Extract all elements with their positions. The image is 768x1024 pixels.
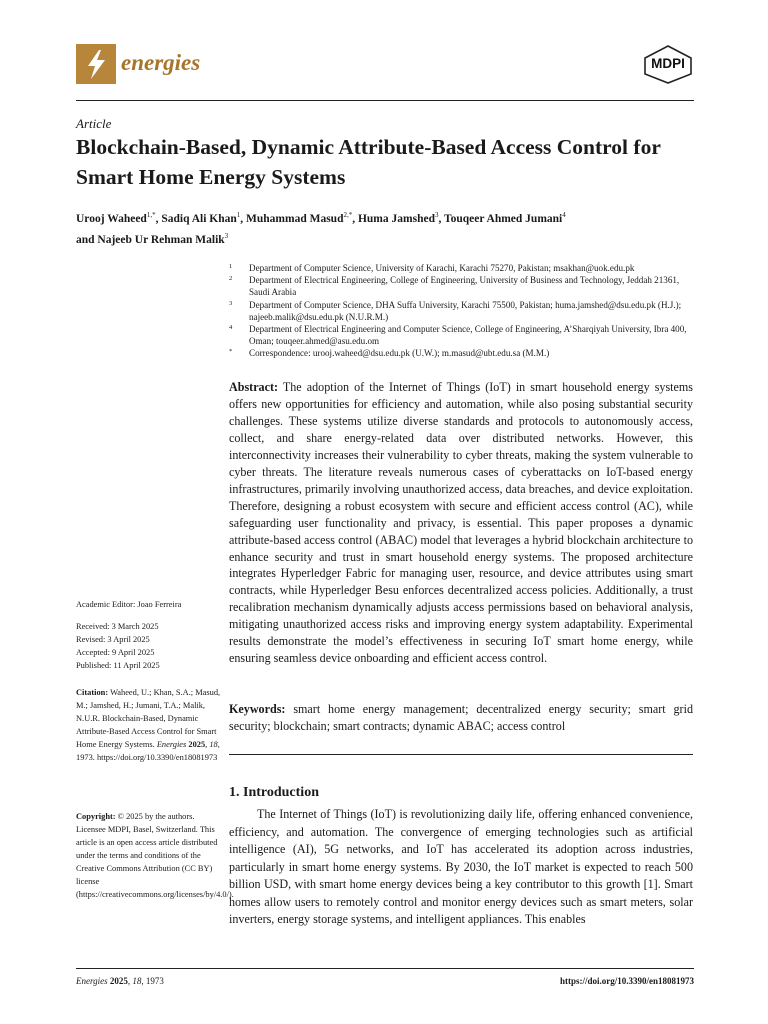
copyright-block — [76, 810, 234, 901]
citation-block: Citation: Waheed, U.; Khan, S.A.; Masud, M.; Jamshed, H.; Jumani, T.A.; Malik, N.U.R. Blockchain-Based, Dynamic Attribute-Based Access Control for Smart Home Energy Systems. Energies 2025, 18, 1973. https://doi.org/10.3390/en18081973 — [76, 688, 221, 762]
publisher-logo — [642, 44, 694, 84]
author-affiliation-mark: 1 — [236, 211, 241, 219]
author-name: Urooj Waheed — [76, 212, 147, 225]
author-separator: , — [438, 212, 445, 225]
affiliation-text: Correspondence: urooj.waheed@dsu.edu.pk (U.W.); m.masud@ubt.edu.sa (M.M.) — [249, 348, 550, 359]
author-affiliation-mark: 1,* — [146, 211, 156, 219]
lightning-bolt-icon — [76, 44, 116, 84]
affiliation-number: 3 — [229, 299, 233, 307]
affiliation-item — [229, 347, 699, 359]
affiliation-item — [229, 262, 699, 274]
header-divider — [76, 100, 694, 101]
citation-journal: Energies — [156, 740, 187, 749]
footer-doi-link[interactable]: https://doi.org/10.3390/en18081973 — [559, 976, 694, 986]
author-separator: and — [76, 233, 98, 246]
affiliation-number: * — [229, 348, 233, 356]
abstract-text: The adoption of the Internet of Things (IoT) in smart household energy systems offers new opportunities for efficiency and automation, while also posing substantial security challenges. These systems utilize diverse standards and protocols to autonomously access, collect, and share energy-related data over distributed networks. However, this interconnectivity increases their vulnerability to cyber threats, making the system vulnerable to cyber threats. The literature reveals numerous cases of cyberattacks on IoT-based energy infrastructures, primarily involving unauthorized access, data breaches, and device exploitation. Therefore, designing a robust ecosystem with secure and efficient access control (AC), while safeguarding user functionality and privacy, is essential. This paper proposes a dynamic attribute-based access control (ABAC) model that leverages a hybrid blockchain architecture to enhance security and trust in smart household energy systems. The proposed architecture integrates Hyperledger Fabric for managing user, resource, and device attributes using smart contracts, while Hyperledger Besu enforces decentralized access policies. Additionally, a trust recalibration mechanism dynamically adjusts access permissions based on behavioral analysis, mitigating unauthorized access risks and improving energy system adaptability. Experimental results demonstrate the model’s effectiveness in securing IoT smart home energy, while ensuring seamless device onboarding and efficient access control. — [229, 380, 693, 666]
affiliation-number: 1 — [229, 263, 233, 270]
keywords-divider — [229, 754, 693, 755]
author-name: Touqeer Ahmed Jumani — [444, 212, 563, 225]
section-body — [229, 806, 693, 929]
author-list — [76, 207, 716, 249]
footer-citation: Energies 2025, 18, 1973 — [76, 976, 164, 986]
received-date: Received: 3 March 2025 — [76, 622, 159, 631]
footer-divider — [76, 968, 694, 969]
citation-volume: 18 — [209, 740, 218, 749]
published-date: Published: 11 April 2025 — [76, 661, 160, 670]
author-affiliation-mark: 3 — [224, 231, 229, 240]
affiliation-item — [229, 323, 699, 347]
keywords-text: smart home energy management; decentralized energy security; smart grid security; blockchain; smart contracts; dynamic ABAC; access control — [229, 702, 693, 733]
affiliation-text: Department of Electrical Engineering, College of Engineering, University of Business and Technology, Jeddah 21361, Saudi Arabia — [249, 275, 680, 298]
keywords-label: Keywords: — [229, 702, 286, 716]
footer-year: 2025 — [109, 976, 128, 986]
citation-label: Citation: — [76, 688, 109, 697]
journal-logo — [76, 44, 116, 84]
abstract-label: Abstract: — [229, 380, 279, 394]
copyright-text: © 2025 by the authors. Licensee MDPI, Basel, Switzerland. This article is an open access article distributed under the terms and conditions of the Creative Commons Attribution (CC BY) license (https://creativecommons.org/licenses/by/4.0/). — [76, 812, 234, 899]
author-affiliation-mark: 3 — [434, 211, 439, 219]
section-text: The Internet of Things (IoT) is revolutionizing daily life, offering enhanced convenience, efficiency, and automation. The convergence of emerging technologies such as artificial intelligence (AI), 5G networks, and IoT has accelerated its adoption across industries, particularly in smart home energy systems. By 2030, the IoT market is expected to reach 500 billion USD, with smart home energy devices being a key contributor to this growth [1]. Smart homes allow users to remotely control and monitor energy devices such as smart meters, solar inverters, energy storage systems, and intelligent appliances. This enables — [229, 807, 693, 926]
author-name: Muhammad Masud — [246, 212, 344, 225]
abstract — [229, 379, 693, 667]
author-affiliation-mark: 4 — [562, 211, 566, 219]
affiliation-item — [229, 299, 699, 323]
author-separator: , — [352, 212, 358, 225]
accepted-date: Accepted: 9 April 2025 — [76, 648, 155, 657]
footer-article-number: 1973 — [145, 976, 164, 986]
affiliation-text: Department of Electrical Engineering and Computer Science, College of Engineering, A’Sharqiyah University, Ibra 400, Oman; touqeer.ahmed@asu.edu.om — [249, 324, 687, 347]
affiliation-item — [229, 274, 699, 298]
author-separator: , — [240, 212, 247, 225]
footer-journal: Energies — [76, 976, 108, 986]
article-type: Article — [76, 116, 112, 131]
affiliation-number: 2 — [229, 275, 233, 283]
author-name: Sadiq Ali Khan — [161, 212, 237, 225]
publisher-name: MDPI — [651, 56, 685, 71]
keywords — [229, 701, 693, 735]
journal-name: energies — [121, 50, 201, 75]
academic-editor: Academic Editor: Joao Ferreira — [76, 600, 182, 609]
citation-text: Waheed, U.; Khan, S.A.; Masud, M.; Jamshed, H.; Jumani, T.A.; Malik, N.U.R. Blockchain-Based, Dynamic Attribute-Based Access Control for Smart Home Energy Systems. — [76, 688, 221, 749]
citation-doi[interactable]: , 1973. https://doi.org/10.3390/en18081973 — [76, 740, 220, 762]
section-heading: 1. Introduction — [229, 785, 319, 800]
revised-date: Revised: 3 April 2025 — [76, 635, 150, 644]
affiliations — [229, 262, 699, 360]
affiliation-number: 4 — [229, 324, 233, 332]
author-name: Huma Jamshed — [357, 212, 435, 225]
affiliation-text: Department of Computer Science, University of Karachi, Karachi 75270, Pakistan; msakhan@uok.edu.pk — [249, 263, 635, 273]
author-separator: , — [155, 212, 162, 225]
copyright-label: Copyright: — [76, 812, 116, 821]
footer-volume: 18 — [132, 976, 142, 986]
author-name: Najeeb Ur Rehman Malik — [97, 233, 225, 246]
citation-year: 2025 — [188, 740, 206, 749]
article-title: Blockchain-Based, Dynamic Attribute-Based Access Control for Smart Home Energy Systems — [76, 135, 661, 189]
author-affiliation-mark: 2,* — [343, 211, 353, 219]
dates-block — [76, 620, 216, 672]
affiliation-text: Department of Computer Science, DHA Suffa University, Karachi 75500, Pakistan; huma.jamshed@dsu.edu.pk (H.J.); najeeb.malik@dsu.edu.pk (N.U.R.M.) — [249, 299, 682, 322]
